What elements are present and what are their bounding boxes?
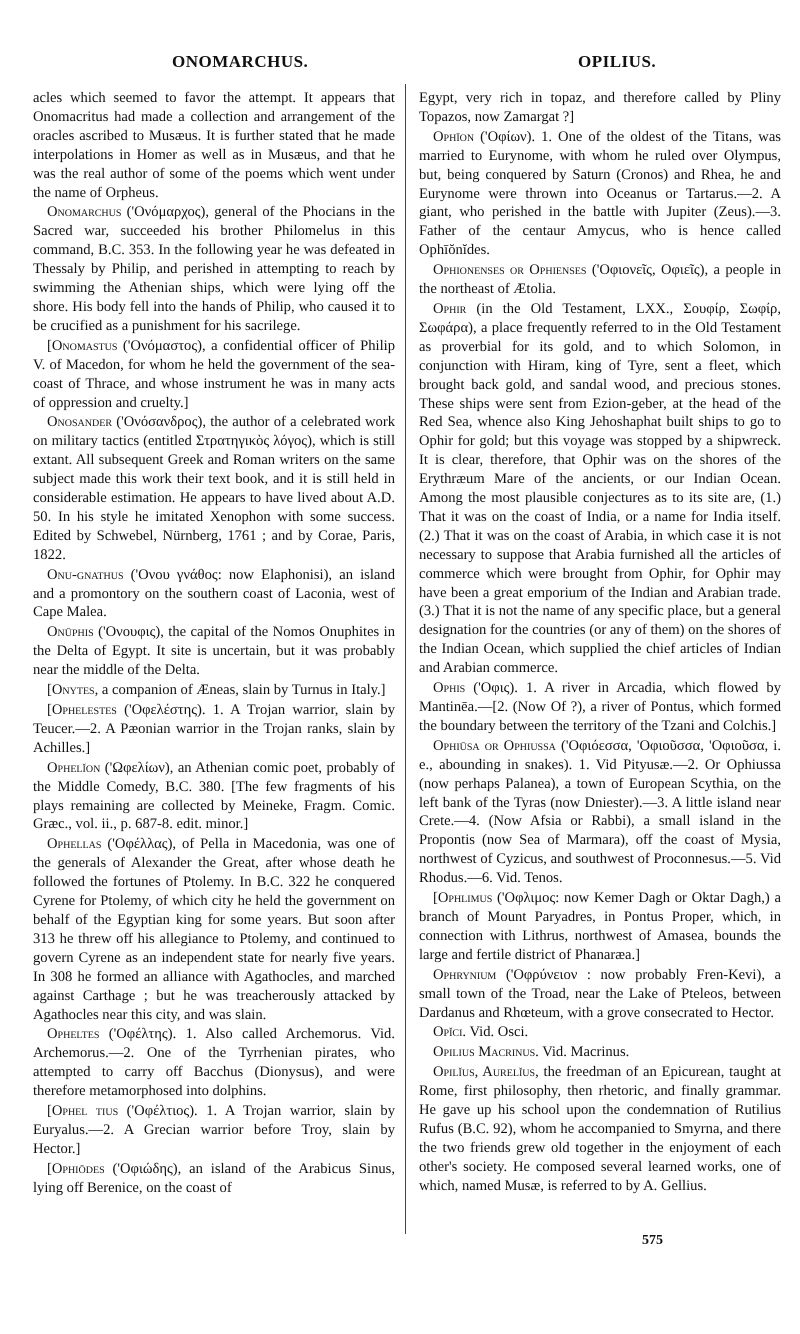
entry-text: Egypt, very rich in topaz, and therefore called by Pliny Topazos, now Zamargat ?] — [419, 90, 781, 125]
dictionary-entry — [33, 337, 395, 413]
entry-headword: [Ophiōdes — [47, 1160, 105, 1177]
entry-headword: [Ophelestes — [47, 702, 117, 718]
entry-headword: Onūphis — [47, 624, 94, 641]
entry-headword: Onu-gnathus — [47, 566, 124, 583]
entry-headword: Opĭci. — [433, 1024, 467, 1041]
entry-text: Vid. Macrinus. — [538, 1044, 630, 1061]
entry-text: ('Οφλιμος: now Kemer Dagh or Oktar Dagh,) a branch of Mount Paryadres, in Pontus Proper, which, in connection with Lithrus, northwest of Amasea, bounds the large and fertile district of Phanaræa.] — [419, 890, 781, 963]
dictionary-entry — [33, 1025, 395, 1101]
page-number: 575 — [642, 1233, 663, 1248]
dictionary-entry — [419, 966, 781, 1023]
right-column — [419, 89, 781, 1197]
entry-headword: [Onomastus — [47, 337, 118, 354]
running-head-right: OPILIUS. — [578, 52, 657, 71]
dictionary-entry — [419, 679, 781, 736]
entry-headword: Ophionenses or Ophienses — [433, 262, 587, 279]
entry-headword: Onomarchus — [47, 204, 122, 221]
dictionary-entry — [419, 1063, 781, 1195]
entry-text: Vid. Osci. — [466, 1024, 529, 1041]
entry-text: ('Οφιώδης), an island of the Arabicus Sinus, lying off Berenice, on the coast of — [33, 1160, 395, 1196]
entry-text: (in the Old Testament, LXX., Σουφίρ, Σωφίρ, Σωφάρα), a place frequently referred to in the Old Testament as proverbial for its gold, and to which Solomon, in conjunction with Hiram, king of Tyre, sent a fleet, which brought back gold, and sandal wood, and precious stones. These ships were sent from Ezion-geber, at the head of the Red Sea, whence also King Jehoshaphat built ships to go to Ophir for gold; but this voyage was stopped by a shipwreck. It is clear, therefore, that Ophir was on the shores of the Erythræum Mare of the ancients, or our Indian Ocean. Among the most plausible conjectures as to its site are, (1.) That it was on the coast of India, or a name for India itself. (2.) That it was on the coast of Arabia, in which case it is not necessary to suppose that Arabia furnished all the articles of commerce which were brought from Ophir, for Ophir may have been a great emporium of the Indian and Arabian trade. (3.) That it is not the name of any specific place, but a general designation for the countries (or any of them) on the shores of the Indian Ocean, which supplied the chief articles of Indian and Arabian commerce. — [419, 300, 781, 677]
entry-headword: [Ophel tius — [47, 1103, 119, 1120]
entry-text: ('Οφέλλας), of Pella in Macedonia, was one of the generals of Alexander the Great, after whose death he followed the fortunes of Ptolemy. In B.C. 322 he conquered Cyrene for Ptolemy, of which city he held the government on behalf of the Egyptian king for some years. But soon after 313 he threw off his allegiance to Ptolemy, and continued to govern Cyrene as an independent state for nearly five years. In 308 he formed an alliance with Agathocles, and marched against Carthage ; but he was treacherously attacked by Agathocles near this city, and was slain. — [33, 836, 395, 1023]
entry-text: ('Οφιόεσσα, 'Οφιοῦσσα, 'Οφιοῦσα, i. e., abounding in snakes). 1. Vid Pityusæ.—2. Or Ophiussa (now perhaps Palanea), a town of European Scythia, on the left bank of the Tyras (now Dniester).—3. A little island near Crete.—4. (Now Afsia or Rabbi), a small island in the Propontis (now Sea of Marmara), off the coast of Mysia, northwest of Cyzicus, and southwest of Proconnesus.—5. Vid Rhodus.—6. Vid. Tenos. — [419, 737, 781, 887]
entry-text: ('Οφέλτιος). 1. A Trojan warrior, slain by Euryalus.—2. A Grecian warrior before Troy, slain by Hector.] — [33, 1103, 396, 1157]
entry-headword: Opilius Macrinus. — [433, 1044, 539, 1061]
entry-headword: Ophīon — [433, 128, 475, 145]
entry-text: acles which seemed to favor the attempt. It appears that Onomacritus had made a collection and arrangement of the oracles ascribed to Musæus. It is further stated that he made interpolations in Homer as well as in Musæus, and that he was the real author of some of the poems which went under the name of Orpheus. — [33, 90, 395, 201]
dictionary-entry — [419, 261, 781, 299]
dictionary-entry — [33, 759, 395, 835]
entry-text: ('Ονόμαρχος), general of the Phocians in the Sacred war, succeeded his brother Philomelus in this command, B.C. 353. In the following year he was defeated in Thessaly by Philip, and perished in attempting to reach by swimming the Athenian ships, which were lying off the shore. His body fell into the hands of Philip, who caused it to be crucified as a punishment for his sacrilege. — [33, 204, 395, 334]
entry-headword: Opheltes — [47, 1026, 100, 1043]
entry-text: , the freedman of an Epicurean, taught at Rome, first philosophy, then rhetoric, and finally grammar. He gave up his school upon the condemnation of Rutilius Rufus (B.C. 92), whom he accompanied to Smyrna, and there the two friends grew old together in the enjoyment of each other's society. He composed several learned works, one of which, named Musæ, is referred to by A. Gellius. — [419, 1064, 781, 1194]
entry-headword: Opilĭus, Aurelĭus — [433, 1064, 536, 1081]
entry-text: , a companion of Æneas, slain by Turnus in Italy.] — [94, 682, 386, 699]
dictionary-entry — [419, 1043, 781, 1062]
entry-text: ('Ονου γνάθος: now Elaphonisi), an island and a promontory on the southern coast of Laconia, west of Cape Malea. — [33, 566, 395, 621]
dictionary-entry — [33, 1160, 395, 1198]
entry-text: ('Ονόσανδρος), the author of a celebrated work on military tactics (entitled Στρατηγικὸς λόγος), which is still extant. All subsequent Greek and Roman writers on the same subject made this work their text book, and it is still held in considerable estimation. He appears to have lived about A.D. 50. In his style he imitated Xenophon with some success. Edited by Schwebel, Nürnberg, 1761 ; and by Corae, Paris, 1822. — [33, 414, 395, 563]
dictionary-entry — [33, 623, 395, 680]
entry-text: ('Οφις). 1. A river in Arcadia, which flowed by Mantinēa.—[2. (Now Of ?), a river of Pontus, which formed the boundary between the territory of the Tzani and Colchis.] — [419, 680, 781, 734]
entry-headword: Ophrynium — [433, 966, 497, 983]
entry-text: ('Ωφελίων), an Athenian comic poet, probably of the Middle Comedy, B.C. 380. [The few fragments of his plays remaining are collected by Meineke, Fragm. Comic. Græc., vol. ii., p. 687-8. edit. minor.] — [33, 759, 395, 833]
entry-headword: Onosander — [47, 414, 112, 431]
entry-text: ('Οφίων). 1. One of the oldest of the Titans, was married to Eurynome, with whom he ruled over Olympus, but, being conquered by Saturn (Cronos) and Rhea, he and Eurynome were thrown into Oceanus or Tartarus.—2. A giant, who perished in the battle with Jupiter (Zeus).—3. Father of the centaur Amycus, who is hence called Ophīŏnĭdes. — [419, 128, 781, 259]
entry-headword: Ophelĭon — [47, 759, 101, 776]
dictionary-entry — [33, 681, 395, 700]
entry-headword: [Ophlimus — [433, 890, 493, 907]
dictionary-entry — [33, 413, 395, 564]
dictionary-entry — [33, 835, 395, 1024]
dictionary-entry — [419, 889, 781, 965]
entry-text: ('Οφρύνειον : now probably Fren-Kevi), a small town of the Troad, near the Lake of Pteleos, between Dardanus and Rhœteum, with a grove consecrated to Hector. — [419, 966, 781, 1021]
entry-headword: Ophir — [433, 300, 467, 317]
entry-headword: Ophis — [433, 680, 466, 697]
left-column — [33, 89, 395, 1199]
entry-text: ('Ονόμαστος), a confidential officer of Philip V. of Macedon, for whom he held the government of the sea-coast of Thrace, and whose instrument he was in many acts of oppression and cruelty.] — [33, 337, 395, 411]
dictionary-entry — [419, 1023, 781, 1042]
running-head-left: ONOMARCHUS. — [172, 52, 309, 71]
entry-headword: Ophellas — [47, 836, 102, 853]
dictionary-entry — [33, 1102, 395, 1159]
dictionary-entry — [419, 300, 781, 678]
dictionary-entry — [33, 203, 395, 335]
entry-headword: [Onytes — [47, 682, 95, 699]
dictionary-entry — [33, 701, 395, 758]
entry-headword: Ophiūsa or Ophiussa — [433, 737, 556, 754]
dictionary-entry — [419, 737, 781, 888]
dictionary-entry — [419, 128, 781, 260]
column-divider — [405, 84, 406, 1234]
entry-text: ('Οφέλτης). 1. Also called Archemorus. Vid. Archemorus.—2. One of the Tyrrhenian pirates, who attempted to carry off Bacchus (Dionysus), and were therefore metamorphosed into dolphins. — [33, 1026, 395, 1100]
dictionary-entry — [33, 89, 395, 202]
entry-text: ('Οφελέστης). 1. A Trojan warrior, slain by Teucer.—2. A Pæonian warrior in the Trojan ranks, slain by Achilles.] — [33, 702, 395, 756]
dictionary-entry — [419, 89, 781, 127]
entry-text: ('Ονουφις), the capital of the Nomos Onuphites in the Delta of Egypt. It site is uncertain, but it was probably near the middle of the Delta. — [33, 624, 395, 679]
entry-text: ('Οφιονεῖς, Οφιεῖς), a people in the northeast of Ætolia. — [419, 262, 781, 298]
dictionary-entry — [33, 566, 395, 623]
